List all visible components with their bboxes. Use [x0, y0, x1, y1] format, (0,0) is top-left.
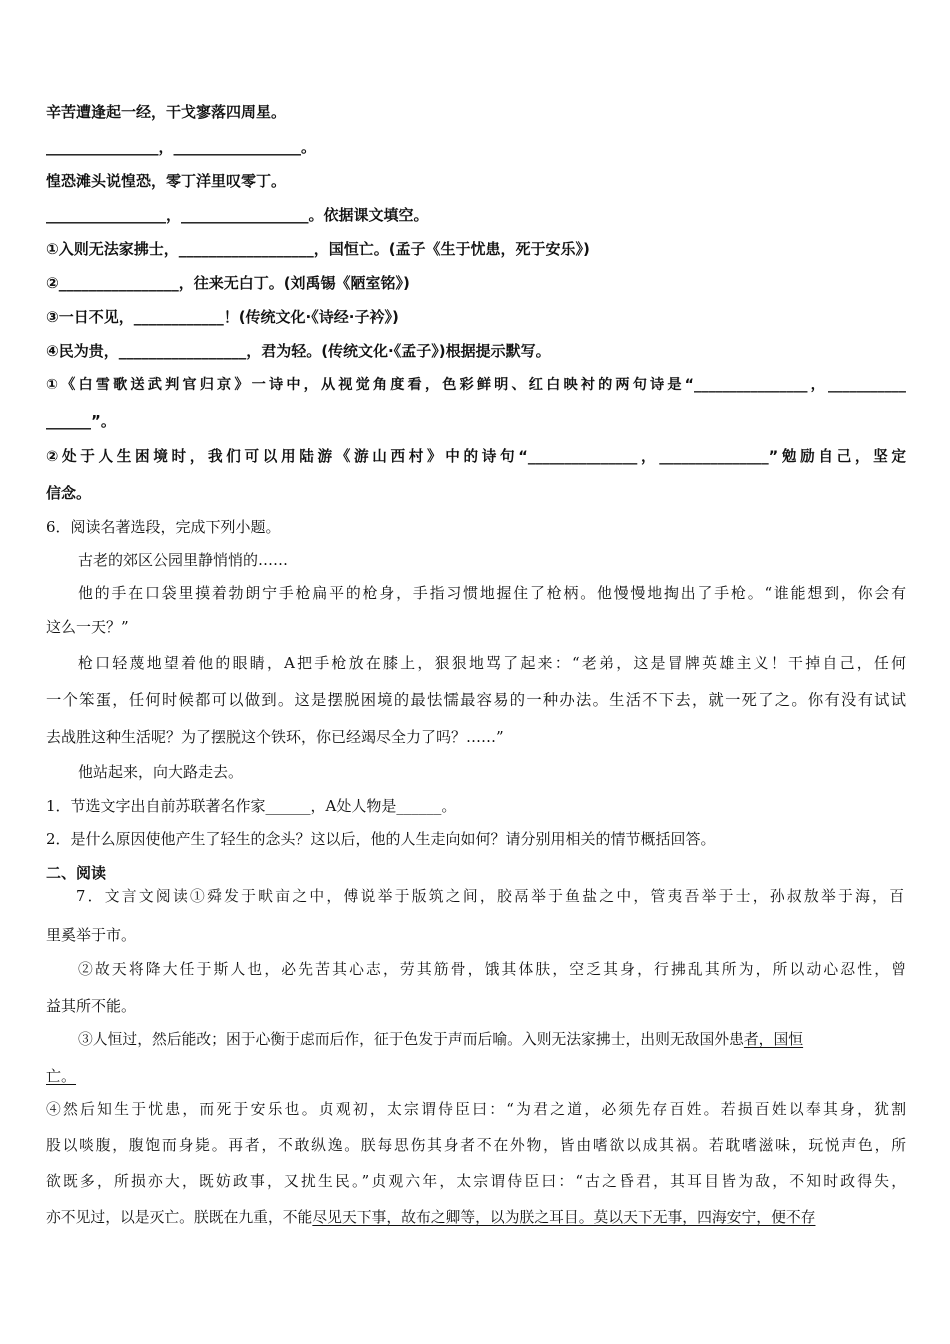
passage-line: 他站起来，向大路走去。 [78, 763, 244, 781]
classical-text-line: 股以啖腹，腹饱而身毙。再者，不敢纵逸。朕每思伤其身者不在外物，皆由嗜欲以成其祸。若耽嗜滋味，玩悦声色，所 [46, 1137, 906, 1154]
question-6-title: 6．阅读名著选段，完成下列小题。 [46, 518, 281, 536]
fill-item-4: ④民为贵，_________________，君为轻。(传统文化·《孟子》)根据提示默写。 [46, 342, 551, 360]
passage-line: 他的手在口袋里摸着勃朗宁手枪扁平的枪身，手指习惯地握住了枪柄。他慢慢地掏出了手枪。“谁能想到，你会有 [78, 584, 906, 602]
prompt-item-2-cont: 信念。 [46, 484, 92, 502]
fill-item-3: ③一日不见，____________！(传统文化·《诗经·子衿》) [46, 308, 399, 326]
passage-line: 枪口轻蔑地望着他的眼睛，A把手枪放在膝上，狠狠地骂了起来：“老弟，这是冒牌英雄主义！干掉自己，任何 [78, 654, 906, 672]
fill-blank-line-1: _______________，_________________。 [46, 138, 317, 156]
sub-question-1: 1．节选文字出自前苏联著名作家______，A处人物是______。 [46, 797, 457, 815]
classical-text-line: 益其所不能。 [46, 997, 137, 1015]
classical-text-segment: 亦不见过，以是灭亡。朕既在九重，不能 [46, 1209, 313, 1226]
passage-line: 这么一天？” [46, 618, 129, 636]
poem-line-wentianxiang-2: 惶恐滩头说惶恐，零丁洋里叹零丁。 [46, 172, 287, 190]
classical-text-line [78, 1030, 906, 1050]
prompt-item-2: ②处于人生困境时，我们可以用陆游《游山西村》中的诗句“_______________，_______________”勉励自己，坚定 [46, 448, 906, 465]
passage-line: 一个笨蛋，任何时候都可以做到。这是摆脱困境的最怯懦最容易的一种办法。生活不下去，就一死了之。你有没有试试 [46, 691, 906, 709]
prompt-item-1: ①《白雪歌送武判官归京》一诗中，从视觉角度看，色彩鲜明、红白映衬的两句诗是“________________，___________ [46, 377, 906, 393]
classical-text-line: 里奚举于市。 [46, 926, 137, 944]
fill-item-2: ②________________，往来无白丁。(刘禹锡《陋室铭》) [46, 274, 410, 292]
classical-text-line: 7．文言文阅读①舜发于畎亩之中，傅说举于版筑之间，胶鬲举于鱼盐之中，管夷吾举于士，孙叔敖举于海，百 [76, 888, 904, 905]
prompt-item-1-cont: ______”。 [46, 412, 116, 430]
underlined-text: 亡。 [46, 1067, 77, 1085]
classical-text-line: 欲既多，所损亦大，既妨政事，又扰生民。”贞观六年，太宗谓侍臣曰：“古之昏君，其耳目皆为敌，不知时政得失， [46, 1173, 906, 1190]
passage-line: 古老的郊区公园里静悄悄的…… [78, 551, 289, 569]
section-heading: 二、阅读 [46, 864, 107, 882]
classical-text-segment: ③人恒过，然后能改；困于心衡于虑而后作，征于色发于声而后喻。入则无法家拂士，出则无敌国外患 [78, 1031, 744, 1048]
sub-question-2: 2．是什么原因使他产生了轻生的念头？这以后，他的人生走向如何？请分别用相关的情节概括回答。 [46, 830, 716, 848]
poem-line-wentianxiang-1: 辛苦遭逢起一经，干戈寥落四周星。 [46, 103, 287, 121]
classical-text-line [46, 1208, 906, 1228]
passage-line: 去战胜这种生活呢？为了摆脱这个铁环，你已经竭尽全力了吗？……” [46, 728, 504, 746]
fill-blank-line-2: ________________，_________________。依据课文填空。 [46, 206, 429, 224]
classical-text-line: ②故天将降大任于斯人也，必先苦其心志，劳其筋骨，饿其体肤，空乏其身，行拂乱其所为，所以动心忍性，曾 [78, 961, 906, 978]
classical-text-line: ④然后知生于忧患，而死于安乐也。贞观初，太宗谓侍臣曰：“为君之道，必须先存百姓。若损百姓以奉其身，犹割 [46, 1101, 906, 1118]
underlined-text: 者，国恒 [743, 1031, 804, 1048]
fill-item-1: ①入则无法家拂士，__________________，国恒亡。(孟子《生于忧患，死于安乐》) [46, 240, 590, 258]
underlined-text: 尽见天下事，故布之卿等，以为朕之耳目。莫以天下无事，四海安宁，便不存 [312, 1209, 816, 1226]
